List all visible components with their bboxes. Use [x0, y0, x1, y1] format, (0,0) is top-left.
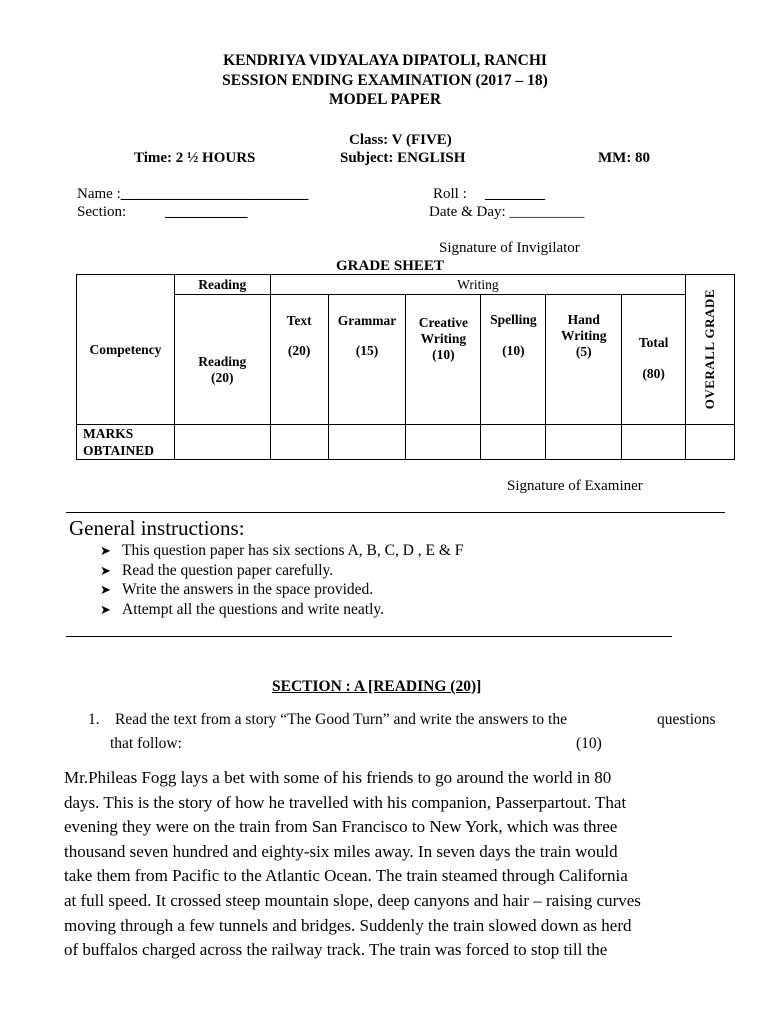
grammar-label: Grammar	[337, 313, 397, 328]
date-blank: __________	[509, 204, 585, 220]
school-name: KENDRIYA VIDYALAYA DIPATOLI, RANCHI	[223, 52, 547, 69]
divider-bottom	[66, 636, 672, 637]
story-line: moving through a few tunnels and bridges. Suddenly the train slowed down as herd	[64, 915, 632, 935]
section-label: Section:	[77, 204, 127, 220]
writing-group-header: Writing	[270, 275, 685, 295]
list-item: ➤ Attempt all the questions and write neatly.	[100, 600, 385, 618]
marks-cell-hand[interactable]	[546, 425, 622, 460]
overall-grade-header	[686, 275, 735, 425]
total-marks: (80)	[642, 366, 665, 381]
marks-cell-overall[interactable]	[686, 425, 735, 460]
story-line: days. This is the story of how he travelled with his companion, Passerpartout. That	[64, 792, 627, 812]
marks-cell-spelling[interactable]	[481, 425, 546, 460]
grade-sheet-title: GRADE SHEET	[336, 258, 444, 274]
invigilator-signature: Signature of Invigilator	[439, 240, 580, 256]
overall-grade-label: OVERALL GRADE	[702, 289, 718, 410]
story-line: Mr.Phileas Fogg lays a bet with some of his friends to go around the world in 80	[64, 768, 612, 787]
instructions-title: General instructions:	[69, 516, 245, 540]
list-item: ➤ This question paper has six sections A, B, C, D , E & F	[100, 542, 464, 559]
reading-group-header: Reading	[174, 275, 270, 295]
question-followup: that follow:	[110, 735, 182, 752]
instructions-list	[100, 541, 463, 619]
section-a-title: SECTION : A [READING (20)]	[272, 678, 482, 695]
story-line: evening they were on the train from San Francisco to New York, which was three	[64, 817, 618, 837]
max-marks: MM: 80	[598, 150, 651, 166]
subject-info: Subject: ENGLISH	[340, 150, 466, 166]
roll-label: Roll :	[433, 186, 467, 202]
name-blank: _________________________	[120, 186, 309, 202]
question-text-end: questions	[657, 711, 716, 728]
paper-title: MODEL PAPER	[328, 91, 442, 108]
story-passage	[64, 766, 736, 963]
competency-header: Competency	[77, 275, 175, 425]
story-line: of buffalos charged across the railway track. The train was forced to stop till the	[64, 940, 608, 960]
grammar-column	[328, 295, 406, 425]
spelling-column	[481, 295, 546, 425]
arrow-bullet-icon: ➤	[100, 582, 111, 597]
marks-obtained-label: MARKS OBTAINED	[77, 425, 175, 460]
class-info: Class: V (FIVE)	[349, 132, 452, 148]
arrow-bullet-icon: ➤	[100, 543, 111, 558]
date-label: Date & Day:	[429, 204, 506, 220]
marks-cell-reading[interactable]	[174, 425, 270, 460]
creative-writing-label: Creative Writing	[418, 315, 469, 346]
marks-cell-grammar[interactable]	[328, 425, 406, 460]
reading-label: Reading	[198, 353, 247, 369]
hand-writing-column	[546, 295, 622, 425]
name-label: Name :	[77, 186, 121, 202]
hand-writing-marks: (5)	[575, 344, 592, 359]
arrow-bullet-icon: ➤	[100, 562, 111, 578]
story-line: take them from Pacific to the Atlantic Ocean. The train steamed through California	[64, 866, 628, 886]
text-column	[270, 295, 328, 425]
arrow-bullet-icon: ➤	[100, 601, 111, 617]
spelling-label: Spelling	[490, 312, 537, 327]
section-blank[interactable]: ___________	[165, 204, 248, 220]
marks-cell-total[interactable]	[622, 425, 686, 460]
divider-top	[66, 512, 725, 513]
reading-marks: (20)	[211, 369, 234, 385]
name-field[interactable]	[77, 186, 308, 203]
text-marks: (20)	[287, 343, 311, 358]
total-column	[622, 295, 686, 425]
marks-cell-text[interactable]	[270, 425, 328, 460]
reading-column	[174, 295, 270, 425]
grade-table	[76, 274, 735, 460]
grammar-marks: (15)	[355, 343, 379, 358]
marks-cell-creative[interactable]	[406, 425, 481, 460]
question-marks: (10)	[576, 735, 602, 752]
question-number: 1.	[88, 711, 100, 728]
roll-blank[interactable]: ________	[485, 186, 545, 202]
exam-title: SESSION ENDING EXAMINATION (2017 – 18)	[222, 72, 548, 89]
examiner-signature: Signature of Examiner	[507, 478, 643, 494]
question-text: Read the text from a story “The Good Turn” and write the answers to the	[115, 711, 567, 728]
time-info: Time: 2 ½ HOURS	[134, 150, 256, 166]
story-line: thousand seven hundred and eighty-six miles away. In seven days the train would	[64, 841, 618, 861]
story-line: at full speed. It crossed steep mountain slope, deep canyons and hair – raising curves	[64, 890, 641, 910]
creative-writing-column	[406, 295, 481, 425]
date-field[interactable]	[429, 204, 584, 221]
creative-writing-marks: (10)	[432, 347, 455, 362]
list-item: ➤ Read the question paper carefully.	[100, 561, 334, 579]
spelling-marks: (10)	[502, 343, 525, 358]
text-label: Text	[286, 313, 312, 328]
total-label: Total	[638, 335, 669, 350]
hand-writing-label: Hand Writing	[561, 312, 607, 343]
list-item: ➤ Write the answers in the space provided.	[100, 581, 374, 598]
